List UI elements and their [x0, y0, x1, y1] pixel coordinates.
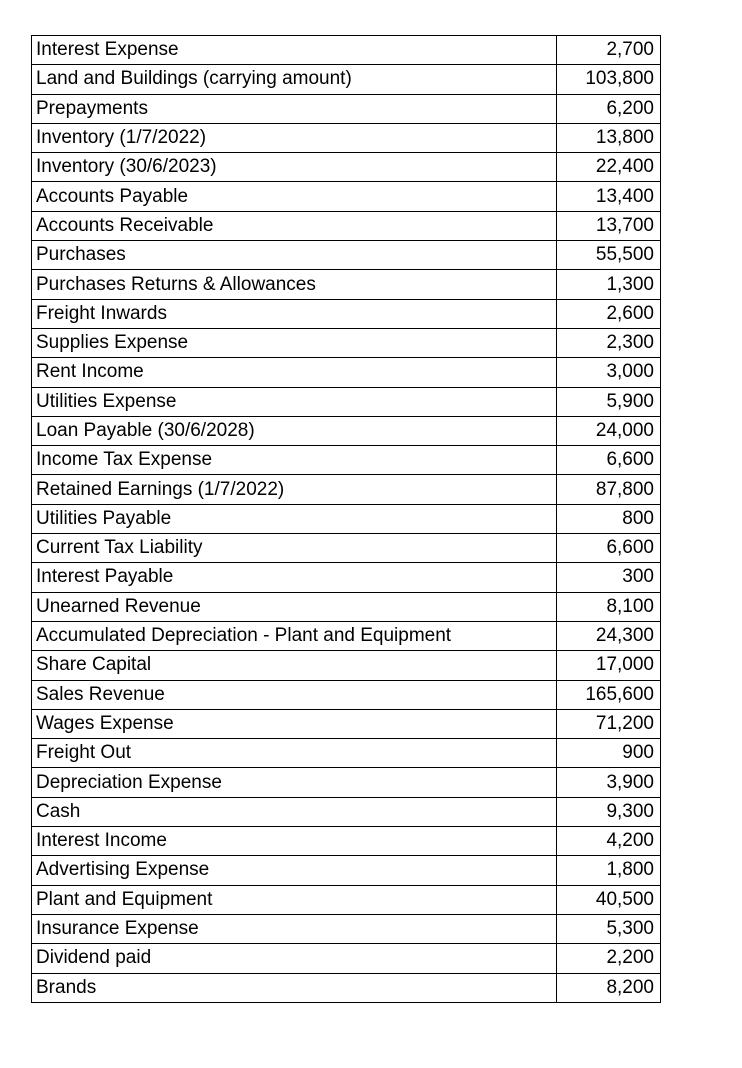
table-row — [32, 36, 661, 65]
account-name-cell: Loan Payable (30/6/2028) — [32, 416, 557, 445]
account-name-cell: Prepayments — [32, 94, 557, 123]
table-row — [32, 768, 661, 797]
table-row — [32, 651, 661, 680]
account-amount-cell: 2,200 — [557, 944, 661, 973]
account-name-cell: Brands — [32, 973, 557, 1002]
account-name-cell: Plant and Equipment — [32, 885, 557, 914]
table-row — [32, 534, 661, 563]
account-name-cell: Inventory (30/6/2023) — [32, 153, 557, 182]
table-row — [32, 914, 661, 943]
account-amount-cell: 6,200 — [557, 94, 661, 123]
account-amount-cell: 8,200 — [557, 973, 661, 1002]
table-row — [32, 123, 661, 152]
table-row — [32, 709, 661, 738]
account-name-cell: Cash — [32, 797, 557, 826]
account-name-cell: Inventory (1/7/2022) — [32, 123, 557, 152]
account-name-cell: Rent Income — [32, 358, 557, 387]
table-row — [32, 153, 661, 182]
account-amount-cell: 6,600 — [557, 534, 661, 563]
table-row — [32, 797, 661, 826]
table-row — [32, 621, 661, 650]
account-amount-cell: 3,000 — [557, 358, 661, 387]
account-name-cell: Income Tax Expense — [32, 446, 557, 475]
account-name-cell: Depreciation Expense — [32, 768, 557, 797]
account-name-cell: Dividend paid — [32, 944, 557, 973]
table-row — [32, 65, 661, 94]
table-row — [32, 680, 661, 709]
account-name-cell: Unearned Revenue — [32, 592, 557, 621]
account-amount-cell: 13,800 — [557, 123, 661, 152]
table-row — [32, 94, 661, 123]
account-name-cell: Advertising Expense — [32, 856, 557, 885]
account-amount-cell: 71,200 — [557, 709, 661, 738]
account-balances-table — [31, 35, 661, 1003]
table-row — [32, 504, 661, 533]
account-amount-cell: 1,300 — [557, 270, 661, 299]
table-row — [32, 416, 661, 445]
account-name-cell: Land and Buildings (carrying amount) — [32, 65, 557, 94]
account-name-cell: Share Capital — [32, 651, 557, 680]
account-name-cell: Interest Payable — [32, 563, 557, 592]
account-amount-cell: 2,700 — [557, 36, 661, 65]
table-row — [32, 299, 661, 328]
account-name-cell: Retained Earnings (1/7/2022) — [32, 475, 557, 504]
table-row — [32, 563, 661, 592]
account-balances-body — [32, 36, 661, 1003]
account-amount-cell: 87,800 — [557, 475, 661, 504]
table-row — [32, 241, 661, 270]
account-amount-cell: 8,100 — [557, 592, 661, 621]
table-row — [32, 358, 661, 387]
table-row — [32, 592, 661, 621]
table-row — [32, 328, 661, 357]
table-row — [32, 387, 661, 416]
account-amount-cell: 6,600 — [557, 446, 661, 475]
account-amount-cell: 4,200 — [557, 827, 661, 856]
account-name-cell: Freight Out — [32, 739, 557, 768]
account-amount-cell: 300 — [557, 563, 661, 592]
account-amount-cell: 13,700 — [557, 211, 661, 240]
account-name-cell: Utilities Expense — [32, 387, 557, 416]
table-row — [32, 827, 661, 856]
account-name-cell: Freight Inwards — [32, 299, 557, 328]
account-amount-cell: 3,900 — [557, 768, 661, 797]
account-amount-cell: 5,900 — [557, 387, 661, 416]
account-name-cell: Current Tax Liability — [32, 534, 557, 563]
account-name-cell: Purchases — [32, 241, 557, 270]
account-amount-cell: 2,600 — [557, 299, 661, 328]
account-name-cell: Utilities Payable — [32, 504, 557, 533]
account-name-cell: Wages Expense — [32, 709, 557, 738]
account-amount-cell: 24,000 — [557, 416, 661, 445]
table-row — [32, 885, 661, 914]
account-amount-cell: 22,400 — [557, 153, 661, 182]
account-name-cell: Accounts Payable — [32, 182, 557, 211]
account-amount-cell: 165,600 — [557, 680, 661, 709]
account-amount-cell: 55,500 — [557, 241, 661, 270]
account-amount-cell: 2,300 — [557, 328, 661, 357]
account-name-cell: Interest Income — [32, 827, 557, 856]
account-name-cell: Supplies Expense — [32, 328, 557, 357]
account-amount-cell: 900 — [557, 739, 661, 768]
account-name-cell: Purchases Returns & Allowances — [32, 270, 557, 299]
account-amount-cell: 13,400 — [557, 182, 661, 211]
account-name-cell: Sales Revenue — [32, 680, 557, 709]
account-amount-cell: 103,800 — [557, 65, 661, 94]
table-row — [32, 973, 661, 1002]
account-amount-cell: 17,000 — [557, 651, 661, 680]
account-amount-cell: 9,300 — [557, 797, 661, 826]
table-row — [32, 856, 661, 885]
account-amount-cell: 5,300 — [557, 914, 661, 943]
table-row — [32, 211, 661, 240]
account-name-cell: Accumulated Depreciation - Plant and Equipment — [32, 621, 557, 650]
table-row — [32, 446, 661, 475]
account-name-cell: Accounts Receivable — [32, 211, 557, 240]
table-row — [32, 739, 661, 768]
table-row — [32, 475, 661, 504]
account-name-cell: Interest Expense — [32, 36, 557, 65]
account-amount-cell: 24,300 — [557, 621, 661, 650]
table-row — [32, 270, 661, 299]
table-row — [32, 182, 661, 211]
account-amount-cell: 40,500 — [557, 885, 661, 914]
table-row — [32, 944, 661, 973]
account-name-cell: Insurance Expense — [32, 914, 557, 943]
account-amount-cell: 800 — [557, 504, 661, 533]
account-amount-cell: 1,800 — [557, 856, 661, 885]
